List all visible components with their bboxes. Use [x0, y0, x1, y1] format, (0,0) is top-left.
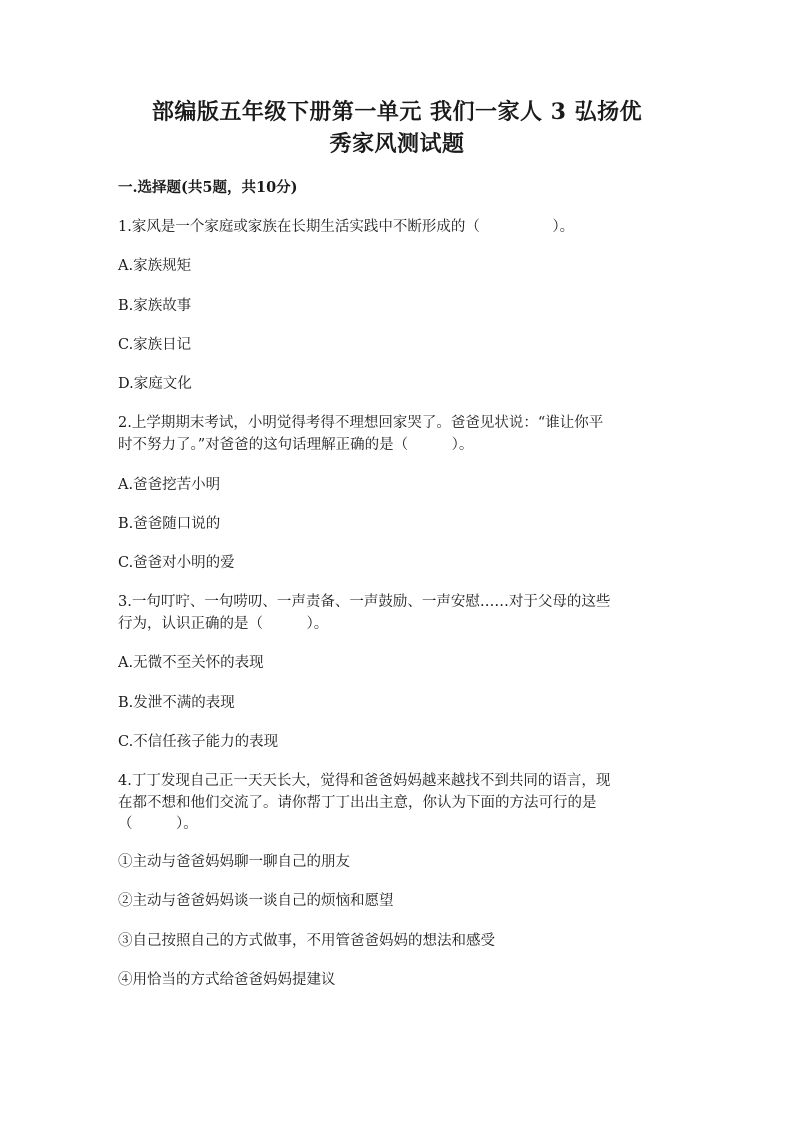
question-3-stem-line-1: 3.一句叮咛、一句唠叨、一声责备、一声鼓励、一声安慰……对于父母的这些 [118, 594, 611, 610]
question-2-option-a: A.爸爸挖苦小明 [118, 477, 221, 493]
question-1-option-d: D.家庭文化 [118, 376, 192, 392]
page-title-line-2: 秀家风测试题 [329, 131, 465, 157]
question-1-option-b: B.家族故事 [118, 298, 192, 314]
question-4-option-2: ②主动与爸爸妈妈谈一谈自己的烦恼和愿望 [118, 893, 394, 909]
question-3-option-c: C.不信任孩子能力的表现 [118, 734, 279, 750]
question-4-option-1: ①主动与爸爸妈妈聊一聊自己的朋友 [118, 854, 350, 870]
question-2-stem-line-2: 时不努力了。”对爸爸的这句话理解正确的是（ ）。 [118, 437, 474, 453]
question-1-option-c: C.家族日记 [118, 337, 192, 353]
question-4-option-3: ③自己按照自己的方式做事，不用管爸爸妈妈的想法和感受 [118, 933, 495, 949]
question-3-stem-line-2: 行为，认识正确的是（ ）。 [118, 616, 329, 632]
question-4-stem-line-1: 4.丁丁发现自己正一天天长大，觉得和爸爸妈妈越来越找不到共同的语言，现 [118, 773, 611, 789]
question-4-stem-line-3: （ ）。 [118, 816, 198, 832]
question-1-option-a: A.家族规矩 [118, 258, 192, 274]
question-2-stem-line-1: 2.上学期期末考试，小明觉得考得不理想回家哭了。爸爸见状说：“谁让你平 [118, 415, 604, 431]
question-3-option-a: A.无微不至关怀的表现 [118, 655, 264, 671]
question-4-option-4: ④用恰当的方式给爸爸妈妈提建议 [118, 972, 336, 988]
question-4-stem-line-2: 在都不想和他们交流了。请你帮丁丁出出主意，你认为下面的方法可行的是 [118, 795, 597, 811]
page-title-line-1: 部编版五年级下册第一单元 我们一家人 3 弘扬优 [151, 99, 643, 125]
question-2-option-b: B.爸爸随口说的 [118, 516, 221, 532]
question-3-option-b: B.发泄不满的表现 [118, 695, 235, 711]
section-heading: 一.选择题(共5题，共10分) [118, 179, 298, 196]
question-2-option-c: C.爸爸对小明的爱 [118, 555, 235, 571]
question-1-stem: 1.家风是一个家庭或家族在长期生活实践中不断形成的（ ）。 [118, 219, 575, 235]
